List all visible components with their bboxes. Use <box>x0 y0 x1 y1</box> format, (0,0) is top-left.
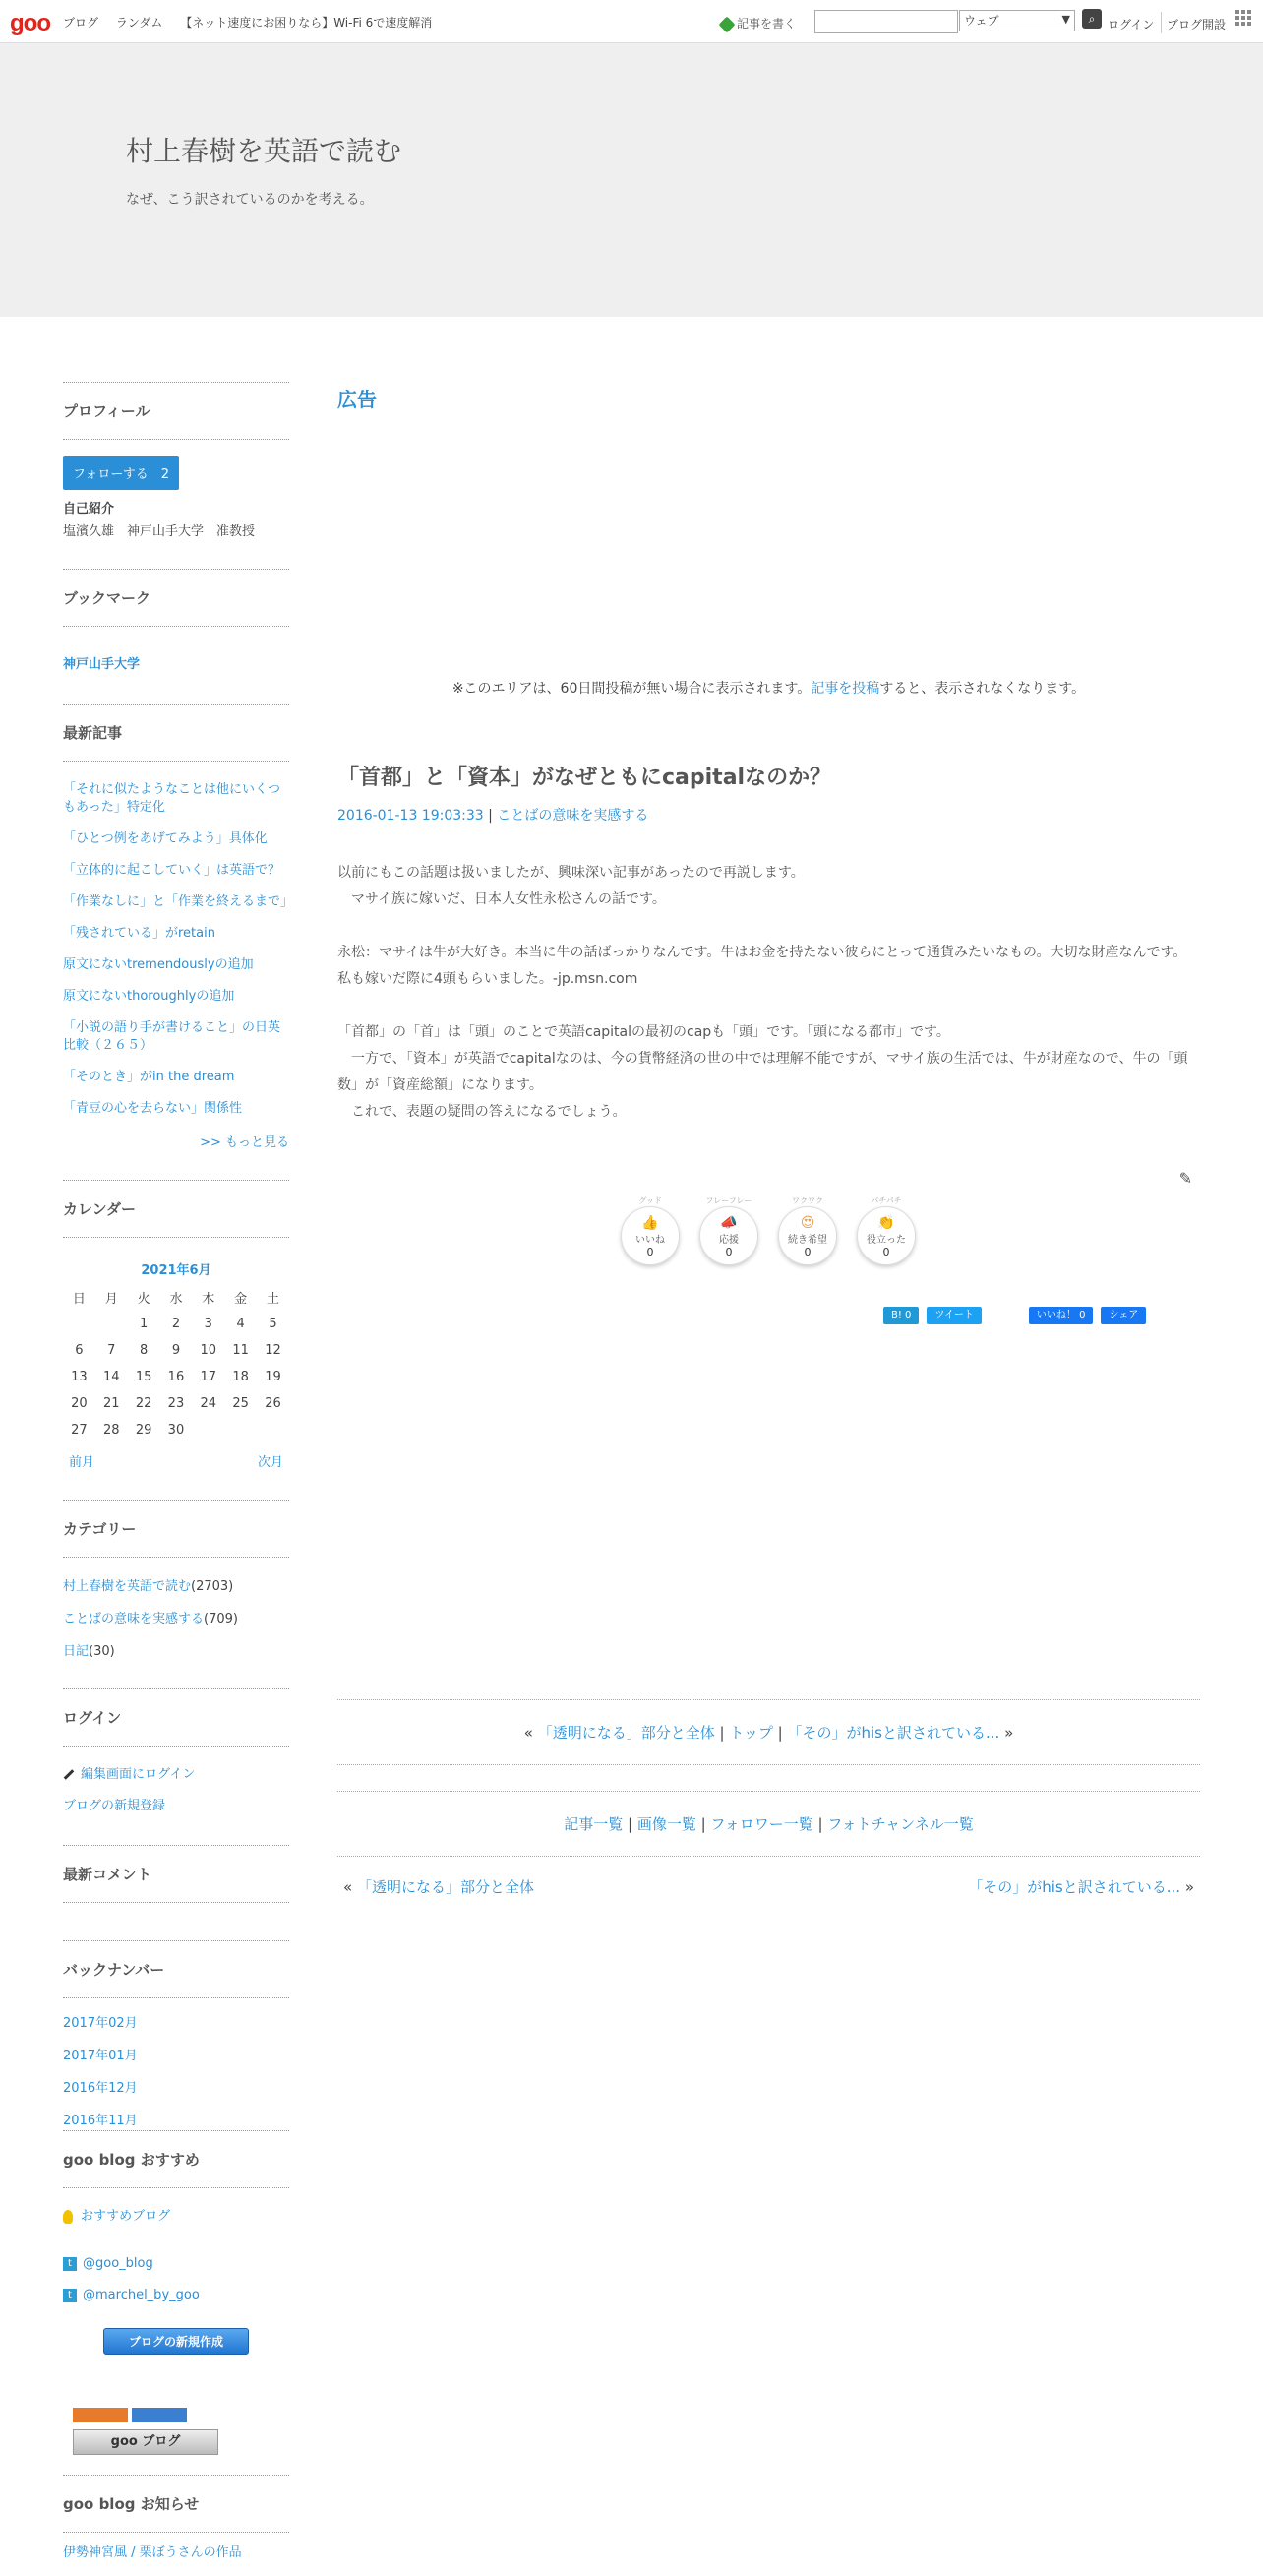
calendar-day: 4 <box>236 1317 245 1331</box>
recommend-link[interactable]: おすすめブログ <box>81 2209 171 2224</box>
post-line: 一方で、「資本」が英語でcapitalなのは、今の貨幣経済の世の中では理解不能ですが、マサイ族の生活では、牛が財産なので、牛の「頭数」が「資産総額」になります。 <box>337 1051 1188 1093</box>
reaction-helpful-button[interactable] <box>857 1196 916 1265</box>
category-item <box>63 1608 289 1626</box>
nav-blog[interactable]: ブログ <box>63 16 99 30</box>
weekday: 木 <box>202 1292 215 1307</box>
ad-note <box>337 678 1200 698</box>
ad-heading: 広告 <box>337 388 377 411</box>
thumbs-up-icon: 👍 <box>641 1215 659 1231</box>
recent-list <box>63 781 294 1118</box>
category-link[interactable]: 村上春樹を英語で読む <box>63 1579 192 1594</box>
category-list <box>63 1575 289 1659</box>
calendar-day: 10 <box>200 1343 217 1358</box>
weekday: 土 <box>267 1292 280 1307</box>
category-link[interactable]: ことばの意味を実感する <box>63 1612 205 1626</box>
bookmark-heading: ブックマーク <box>63 569 289 627</box>
calendar-day: 24 <box>200 1396 217 1411</box>
category-link[interactable]: 日記 <box>63 1644 90 1659</box>
category-item <box>63 1640 289 1659</box>
top-nav <box>63 14 446 31</box>
main-content <box>337 374 1200 1896</box>
calendar-day <box>257 1417 289 1443</box>
blog-description: なぜ、こう訳されているのかを考える。 <box>126 192 374 208</box>
calendar-day: 8 <box>139 1343 149 1358</box>
recent-item[interactable]: 「作業なしに」と「作業を終えるまで」 <box>63 894 294 909</box>
calendar-week <box>63 1390 289 1417</box>
blog-header <box>0 43 1263 317</box>
weekday: 金 <box>234 1292 248 1307</box>
backnumber-list[interactable] <box>63 2012 289 2128</box>
calendar-day: 21 <box>102 1396 120 1411</box>
weekday: 水 <box>169 1292 183 1307</box>
divider <box>337 1764 1200 1765</box>
rank-badge[interactable] <box>73 2408 128 2422</box>
share-buttons <box>883 1307 1146 1324</box>
recent-item[interactable]: 「小説の語り手が書けること」の日英比較（２６５） <box>63 1020 281 1053</box>
write-article-button[interactable] <box>721 15 796 31</box>
login-link[interactable]: ログイン <box>1108 18 1155 31</box>
meta-separator: | <box>488 808 493 824</box>
calendar-week <box>63 1311 289 1337</box>
post-paragraph <box>337 1019 1200 1126</box>
heart-eyes-icon: 😍 <box>800 1215 815 1231</box>
tweet-button[interactable]: ツイート <box>927 1307 982 1324</box>
backnumber-heading: バックナンバー <box>63 1940 289 1998</box>
reaction-count: 0 <box>804 1246 812 1258</box>
calendar-day: 1 <box>139 1317 149 1331</box>
post-body <box>337 860 1200 1126</box>
ad-note-before: ※このエリアは、60日間投稿が無い場合に表示されます。 <box>451 681 812 697</box>
search-icon: ⌕ <box>1088 12 1096 26</box>
twitter-icon: t <box>63 2257 77 2271</box>
search-button[interactable] <box>1082 9 1102 29</box>
calendar-heading: カレンダー <box>63 1180 289 1238</box>
post-category-link[interactable]: ことばの意味を実感する <box>497 808 649 824</box>
calendar-day: 25 <box>232 1396 249 1411</box>
megaphone-icon: 📣 <box>720 1215 738 1231</box>
post-paragraph <box>337 860 1200 913</box>
separator: | <box>817 1815 828 1833</box>
post-meta <box>337 805 1200 825</box>
backnumber-item[interactable]: 2016年12月 <box>63 2081 138 2096</box>
calendar-day: 2 <box>171 1317 181 1331</box>
bookmark-link[interactable]: 神戸山手大学 <box>63 657 141 672</box>
calendar-nav <box>63 1451 289 1470</box>
open-blog-link[interactable]: ブログ開設 <box>1167 18 1227 31</box>
search-scope-value: ウェブ <box>964 14 999 28</box>
separator: | <box>628 1815 637 1833</box>
calendar-day: 22 <box>135 1396 152 1411</box>
post-title[interactable]: 「首都」と「資本」がなぜともにcapitalなのか？ <box>337 766 832 790</box>
goo-logo[interactable]: goo <box>10 10 50 36</box>
calendar-weekdays <box>63 1284 289 1311</box>
weekday: 日 <box>72 1292 86 1307</box>
next-post-link[interactable]: 「その」がhisと訳されている... <box>787 1724 1000 1742</box>
calendar-day: 15 <box>135 1370 152 1384</box>
weekday: 月 <box>104 1292 118 1307</box>
category-item <box>63 1575 289 1594</box>
reaction-sub: パチパチ <box>871 1196 902 1205</box>
recent-item[interactable]: 「立体的に起こしていく」は英語で？ <box>63 863 281 878</box>
recent-item[interactable]: 「ひとつ例をあげてみよう」具体化 <box>63 831 268 846</box>
reaction-label: いいね <box>635 1235 665 1246</box>
reaction-label: 続き希望 <box>788 1235 827 1246</box>
calendar-day: 16 <box>167 1370 185 1384</box>
apps-grid-icon[interactable] <box>1235 10 1251 26</box>
comments-heading: 最新コメント <box>63 1845 289 1903</box>
reaction-cheer-button[interactable] <box>699 1196 758 1265</box>
new-blog-button[interactable]: ブログの新規作成 <box>103 2328 249 2355</box>
twitter-link[interactable]: @goo_blog <box>83 2256 153 2271</box>
calendar-day <box>95 1311 128 1337</box>
sidebar <box>63 374 294 2576</box>
edit-login-link[interactable]: 編集画面にログイン <box>81 1767 196 1782</box>
bottom-prev: « 「透明になる」部分と全体 <box>343 1878 534 1896</box>
twitter-link[interactable]: @marchel_by_goo <box>83 2288 200 2302</box>
calendar-day: 19 <box>265 1370 281 1384</box>
hatena-button[interactable]: B! 0 <box>883 1307 919 1324</box>
recommend-heading: goo blog おすすめ <box>63 2130 289 2188</box>
calendar-week <box>63 1337 289 1364</box>
twitter-item[interactable] <box>63 2287 289 2304</box>
more-link[interactable]: >> もっと見る <box>200 1135 289 1150</box>
register-link[interactable]: ブログの新規登録 <box>63 1799 166 1813</box>
calendar-table <box>63 1284 289 1443</box>
separator: | <box>777 1724 788 1742</box>
recent-item[interactable]: 「青豆の心を去らない」関係性 <box>63 1101 243 1116</box>
edit-login-item[interactable] <box>63 1766 289 1784</box>
reaction-more-button[interactable] <box>778 1196 837 1265</box>
search-scope-select[interactable] <box>959 10 1075 31</box>
nav-random[interactable]: ランダム <box>115 16 163 30</box>
recent-item[interactable]: 原文にないthoroughlyの追加 <box>63 989 235 1004</box>
recent-item[interactable]: 「残されている」がretain <box>63 926 215 941</box>
top-link[interactable]: トップ <box>729 1724 773 1742</box>
bottom-next-link[interactable]: 「その」がhisと訳されている... <box>968 1878 1181 1896</box>
photo-channel-link[interactable]: フォトチャンネル一覧 <box>827 1815 974 1833</box>
fb-like-button[interactable]: いいね！ 0 <box>1029 1307 1094 1324</box>
login-heading: ログイン <box>63 1688 289 1747</box>
reaction-count: 0 <box>882 1246 890 1258</box>
follow-button[interactable]: フォローする 2 <box>63 456 179 490</box>
nav-ad-link[interactable]: 【ネット速度にお困りなら】Wi-Fi 6で速度解消 <box>180 16 433 30</box>
reaction-buttons <box>621 1196 916 1265</box>
calendar-day <box>192 1417 224 1443</box>
calendar-day: 23 <box>167 1396 185 1411</box>
recommend-item[interactable] <box>63 2208 289 2226</box>
comments-empty <box>63 1903 289 1932</box>
calendar-day: 5 <box>269 1317 277 1331</box>
next-arrow: » <box>1004 1724 1014 1742</box>
post-pager <box>337 1699 1200 1917</box>
footer-links <box>337 1792 1200 1856</box>
post-line: 「首都」の「首」は「頭」のことで英語capitalの最初のcapも「頭」です。「頭になる都市」です。 <box>337 1024 950 1040</box>
calendar-day: 14 <box>102 1370 120 1384</box>
prev-arrow: « <box>523 1724 538 1742</box>
recent-heading: 最新記事 <box>63 704 289 762</box>
bottom-next: 「その」がhisと訳されている... » <box>968 1878 1194 1896</box>
weekday: 火 <box>137 1292 150 1307</box>
calendar-day: 9 <box>171 1343 181 1358</box>
backnumber-item[interactable]: 2016年11月 <box>63 2114 138 2128</box>
post-paragraph: 永松：マサイは牛が大好き。本当に牛の話ばっかりなんです。牛はお金を持たない彼らにとって通貨みたいなもの。大切な財産なんです。私も嫁いだ際に4頭もらいました。-jp.msn.com <box>337 945 1187 987</box>
next-month-link[interactable]: 次月 <box>257 1455 283 1470</box>
category-heading: カテゴリー <box>63 1500 289 1558</box>
rank-badge[interactable] <box>132 2408 187 2422</box>
news-heading: goo blog お知らせ <box>63 2475 289 2533</box>
reaction-sub: ワクワク <box>792 1196 823 1205</box>
calendar-day: 27 <box>71 1423 88 1438</box>
category-count: (30) <box>89 1644 115 1659</box>
calendar-day: 12 <box>265 1343 281 1358</box>
edit-pencil-icon[interactable]: ✎ <box>1178 1169 1192 1188</box>
reaction-count: 0 <box>646 1246 654 1258</box>
clap-icon: 👏 <box>877 1215 895 1231</box>
twitter-item[interactable] <box>63 2255 289 2273</box>
prev-post-link[interactable]: 「透明になる」部分と全体 <box>537 1724 715 1742</box>
reaction-label: 役立った <box>867 1235 906 1246</box>
prev-month-link[interactable]: 前月 <box>69 1455 95 1470</box>
reaction-label: 応援 <box>719 1235 739 1246</box>
calendar-day: 3 <box>204 1317 212 1331</box>
article-list-link[interactable]: 記事一覧 <box>564 1815 624 1833</box>
calendar-day: 20 <box>71 1396 88 1411</box>
recent-item[interactable]: 「そのとき」がin the dream <box>63 1070 235 1084</box>
calendar-day: 7 <box>107 1343 116 1358</box>
intro-text: 塩濱久雄 神戸山手大学 准教授 <box>63 524 256 539</box>
post-line: 以前にもこの話題は扱いましたが、興味深い記事があったので再説します。 <box>337 865 805 881</box>
calendar-week <box>63 1417 289 1443</box>
bottom-prev-link[interactable]: 「透明になる」部分と全体 <box>356 1878 534 1896</box>
twitter-icon: t <box>63 2289 77 2302</box>
calendar-day: 11 <box>232 1343 249 1358</box>
reaction-good-button[interactable] <box>621 1196 680 1265</box>
top-bar <box>0 0 1263 43</box>
calendar-day <box>224 1417 257 1443</box>
recent-item[interactable]: 「それに似たようなことは他にいくつもあった」特定化 <box>63 782 281 815</box>
rank-badges <box>73 2408 289 2422</box>
news-item[interactable]: 伊勢神宮風 / 栗ぼうさんの作品 <box>63 2545 242 2560</box>
reaction-sub: フレーフレー <box>705 1196 752 1205</box>
calendar-day: 6 <box>75 1343 84 1358</box>
bulb-icon <box>63 2210 73 2224</box>
intro-heading: 自己紹介 <box>63 502 115 517</box>
post-line: マサイ族に嫁いだ、日本人女性永松さんの話です。 <box>337 891 666 907</box>
category-count: (2703) <box>191 1579 234 1594</box>
calendar-week <box>63 1364 289 1390</box>
calendar-day: 29 <box>135 1423 152 1438</box>
pager-row <box>337 1700 1200 1764</box>
reaction-count: 0 <box>725 1246 733 1258</box>
chevron-down-icon: ▼ <box>1061 13 1070 26</box>
post-date: 2016-01-13 19:03:33 <box>337 808 484 824</box>
blog-title[interactable]: 村上春樹を英語で読む <box>126 135 402 167</box>
profile-heading: プロフィール <box>63 382 289 440</box>
backnumber-item[interactable]: 2017年01月 <box>63 2049 138 2063</box>
bottom-nav <box>337 1857 1200 1917</box>
category-count: (709) <box>204 1612 238 1626</box>
calendar-day: 18 <box>232 1370 249 1384</box>
write-label: 記事を書く <box>737 17 797 31</box>
post-line: これで、表題の疑問の答えになるでしょう。 <box>337 1104 627 1120</box>
separator: | <box>719 1724 730 1742</box>
recent-item[interactable]: 原文にないtremendouslyの追加 <box>63 957 254 972</box>
ad-note-after: すると、表示されなくなります。 <box>879 681 1086 697</box>
divider <box>1161 12 1162 33</box>
calendar-day: 26 <box>265 1396 281 1411</box>
calendar-title[interactable]: 2021年6月 <box>141 1263 211 1278</box>
calendar-day: 28 <box>102 1423 120 1438</box>
separator: | <box>700 1815 711 1833</box>
post-article-link[interactable]: 記事を投稿 <box>811 681 880 697</box>
reaction-sub: グッド <box>638 1196 662 1205</box>
fb-share-button[interactable]: シェア <box>1101 1307 1146 1324</box>
calendar-day: 30 <box>167 1423 185 1438</box>
follower-list-link[interactable]: フォロワー一覧 <box>710 1815 813 1833</box>
search-input[interactable] <box>814 10 958 33</box>
image-list-link[interactable]: 画像一覧 <box>636 1815 696 1833</box>
pen-icon <box>719 16 736 32</box>
calendar-day: 17 <box>200 1370 217 1384</box>
calendar-day: 13 <box>71 1370 88 1384</box>
goo-blog-badge[interactable]: goo ブログ <box>73 2429 218 2455</box>
pencil-icon <box>64 1769 75 1780</box>
backnumber-item[interactable]: 2017年02月 <box>63 2016 138 2031</box>
calendar-day <box>63 1311 95 1337</box>
